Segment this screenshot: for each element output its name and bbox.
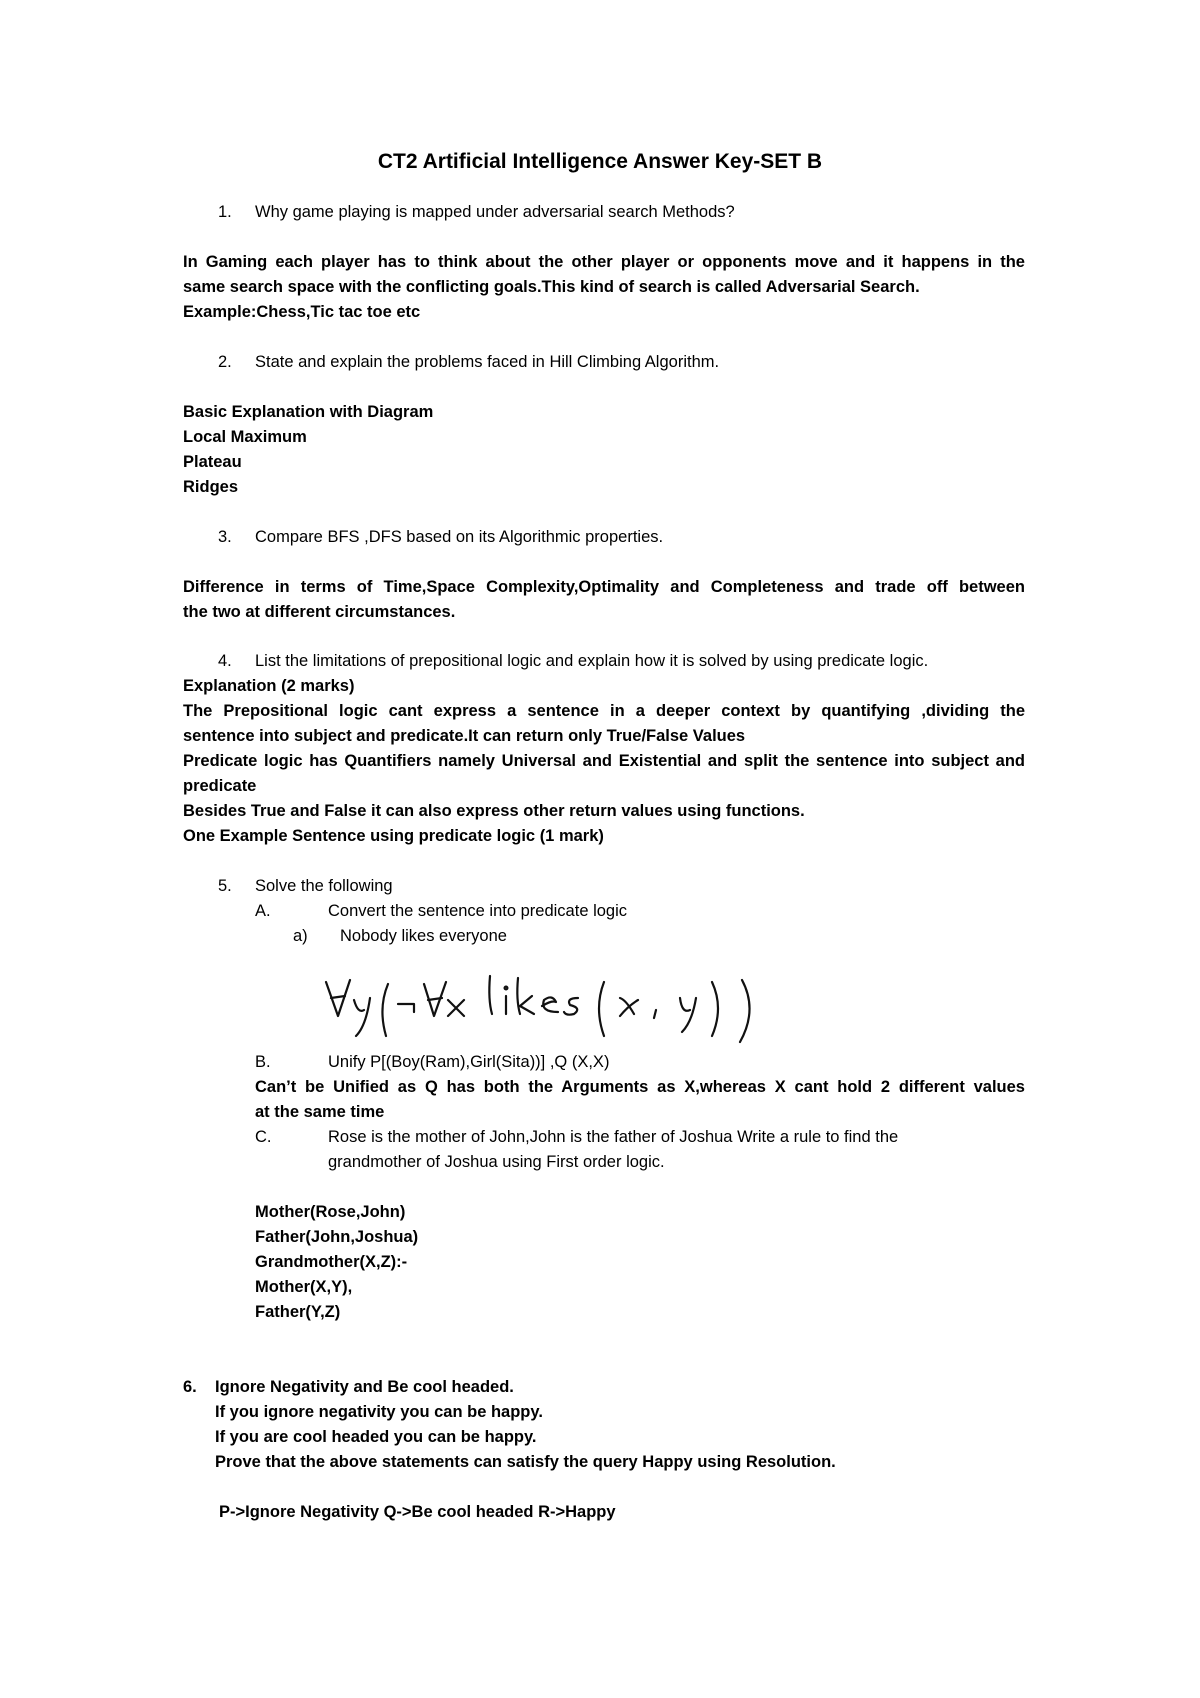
q5-a-sub-text: Nobody likes everyone [340, 927, 507, 945]
q1-answer-line-2: same search space with the conflicting goals.This kind of search is called Adversarial Search. [183, 278, 920, 296]
q4-question: List the limitations of prepositional logic and explain how it is solved by using predicate logic. [255, 652, 929, 670]
q4-number: 4. [218, 652, 232, 670]
q4-answer-line-4: Predicate logic has Quantifiers namely Universal and Existential and split the sentence into subject and [183, 752, 1025, 770]
q5-question: Solve the following [255, 877, 393, 895]
q5-a-text: Convert the sentence into predicate logic [328, 902, 628, 920]
q5-b-answer-line-1: Can’t be Unified as Q has both the Arguments as X,whereas X cant hold 2 different values [255, 1078, 1025, 1096]
q1-question: Why game playing is mapped under adversarial search Methods? [255, 203, 735, 221]
q5-c-label: C. [255, 1128, 272, 1146]
q3-answer-line-1: Difference in terms of Time,Space Complexity,Optimality and Completeness and trade off between [183, 578, 1025, 596]
q5-c-answer-line-5: Father(Y,Z) [255, 1303, 341, 1321]
q5-a-label: A. [255, 902, 271, 920]
q6-question-line-4: Prove that the above statements can satisfy the query Happy using Resolution. [215, 1453, 836, 1471]
q6-question-line-3: If you are cool headed you can be happy. [215, 1428, 537, 1446]
q3-question: Compare BFS ,DFS based on its Algorithmic properties. [255, 528, 664, 546]
q5-c-text-line-2: grandmother of Joshua using First order logic. [328, 1153, 665, 1171]
q4-answer-line-2: The Prepositional logic cant express a sentence in a deeper context by quantifying ,dividing the [183, 702, 1025, 720]
q6-number: 6. [183, 1378, 197, 1396]
q5-c-answer-line-3: Grandmother(X,Z):- [255, 1253, 408, 1271]
q5-a-sub-label: a) [293, 927, 308, 945]
q3-answer-line-2: the two at different circumstances. [183, 603, 456, 621]
q6-symbols: P->Ignore Negativity Q->Be cool headed R->Happy [219, 1503, 616, 1521]
q5-c-answer-line-1: Mother(Rose,John) [255, 1203, 406, 1221]
q5-c-text-line-1: Rose is the mother of John,John is the father of Joshua Write a rule to find the [328, 1128, 899, 1146]
q5-c-answer-line-2: Father(John,Joshua) [255, 1228, 419, 1246]
document-title: CT2 Artificial Intelligence Answer Key-SET B [377, 150, 823, 173]
q1-number: 1. [218, 203, 232, 221]
q2-number: 2. [218, 353, 232, 371]
q2-answer-line-3: Plateau [183, 453, 242, 471]
q3-number: 3. [218, 528, 232, 546]
q5-c-answer-line-4: Mother(X,Y), [255, 1278, 353, 1296]
q1-answer-line-3: Example:Chess,Tic tac toe etc [183, 303, 421, 321]
q6-question-line-1: Ignore Negativity and Be cool headed. [215, 1378, 514, 1396]
q6-question-line-2: If you ignore negativity you can be happy. [215, 1403, 543, 1421]
q2-answer-line-2: Local Maximum [183, 428, 307, 446]
q5-number: 5. [218, 877, 232, 895]
q2-answer-line-1: Basic Explanation with Diagram [183, 403, 434, 421]
q5-b-label: B. [255, 1053, 271, 1071]
q4-answer-line-6: Besides True and False it can also express other return values using functions. [183, 802, 805, 820]
q5-b-answer-line-2: at the same time [255, 1103, 385, 1121]
handwritten-answer [320, 970, 860, 1050]
q4-answer-line-7: One Example Sentence using predicate logic (1 mark) [183, 827, 604, 845]
q4-answer-line-3: sentence into subject and predicate.It can return only True/False Values [183, 727, 746, 745]
q5-b-text: Unify P[(Boy(Ram),Girl(Sita))] ,Q (X,X) [328, 1053, 610, 1071]
q1-answer-line-1: In Gaming each player has to think about the other player or opponents move and it happens in the [183, 253, 1025, 271]
q2-answer-line-4: Ridges [183, 478, 239, 496]
q4-answer-line-5: predicate [183, 777, 257, 795]
q4-answer-line-1: Explanation (2 marks) [183, 677, 355, 695]
q2-question: State and explain the problems faced in Hill Climbing Algorithm. [255, 353, 720, 371]
